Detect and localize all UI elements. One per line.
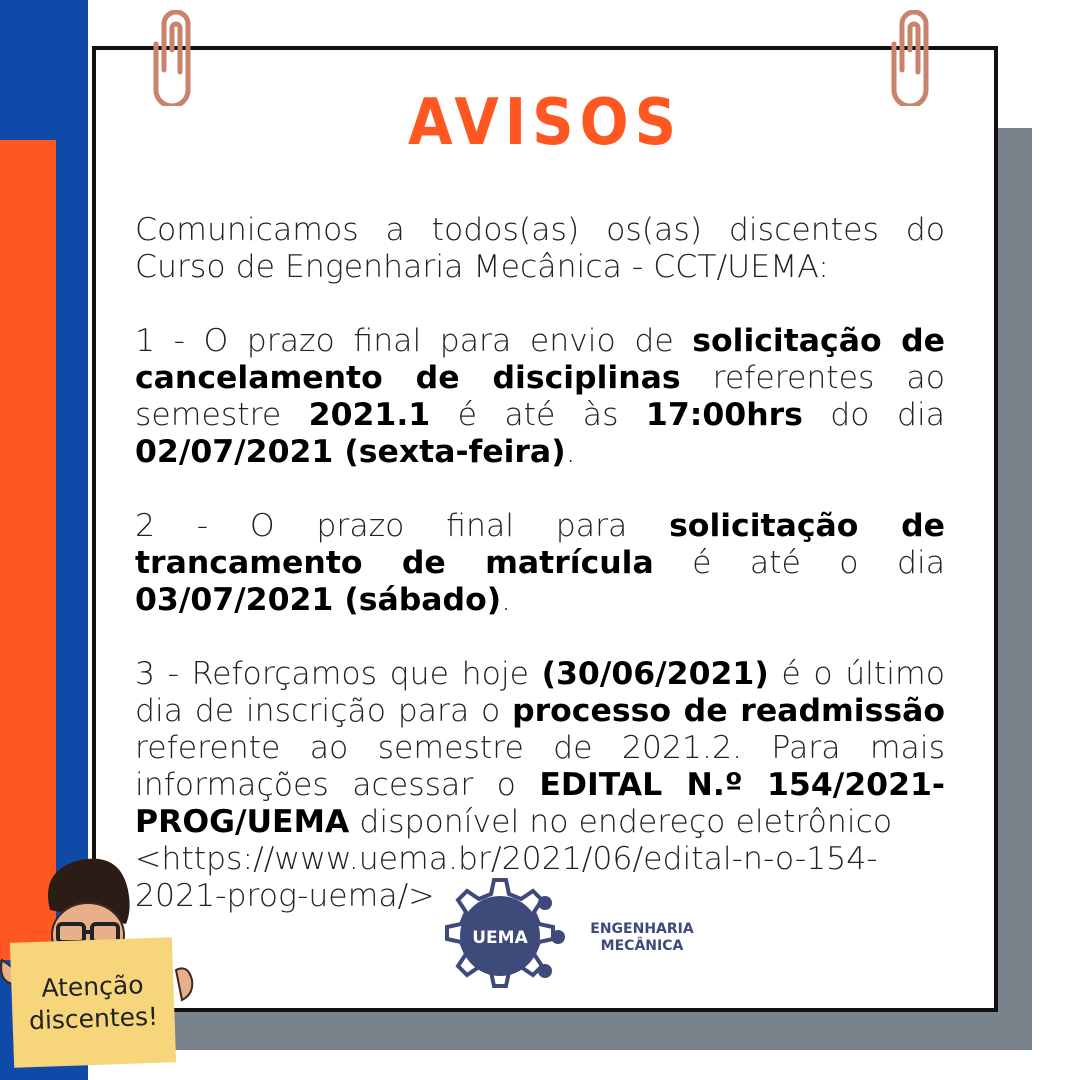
sign-line-1: Atenção bbox=[40, 969, 144, 1003]
sign-line-2: discentes! bbox=[28, 1001, 159, 1035]
edital-link[interactable]: <https://www.uema.br/2021/06/edital-n-o-154-2021-prog-uema/> bbox=[135, 841, 878, 914]
notice-item-1: 1 - O prazo final para envio de solicitação de cancelamento de disciplinas referentes ao semestre 2021.1 é até às 17:00hrs do dia 02/07/2021 (sexta-feira). bbox=[135, 323, 946, 470]
logo-line-2: MECÂNICA bbox=[600, 938, 684, 954]
left-orange-stripe bbox=[0, 140, 56, 960]
logo-line-1: ENGENHARIA bbox=[590, 921, 694, 937]
uema-logo bbox=[432, 872, 702, 1002]
page-title: AVISOS bbox=[407, 86, 683, 160]
logo-badge: UEMA bbox=[472, 928, 528, 948]
intro-paragraph: Comunicamos a todos(as) os(as) discentes do Curso de Engenharia Mecânica - CCT/UEMA: bbox=[135, 212, 945, 285]
attention-sign bbox=[10, 937, 176, 1068]
notice-item-2: 2 - O prazo final para solicitação de trancamento de matrícula é até o dia 03/07/2021 (sábado). bbox=[135, 508, 946, 618]
notice-item-3: 3 - Reforçamos que hoje (30/06/2021) é o último dia de inscrição para o processo de readmissão referente ao semestre de 2021.2. Para mais informações acessar o EDITAL N.º 154/2021-PROG/UEMA disponível no endereço eletrônico <https://www.uema.br/2021/06/edital-n-o-154-2021-prog-uema/> bbox=[135, 656, 946, 914]
notice-body bbox=[135, 212, 945, 915]
